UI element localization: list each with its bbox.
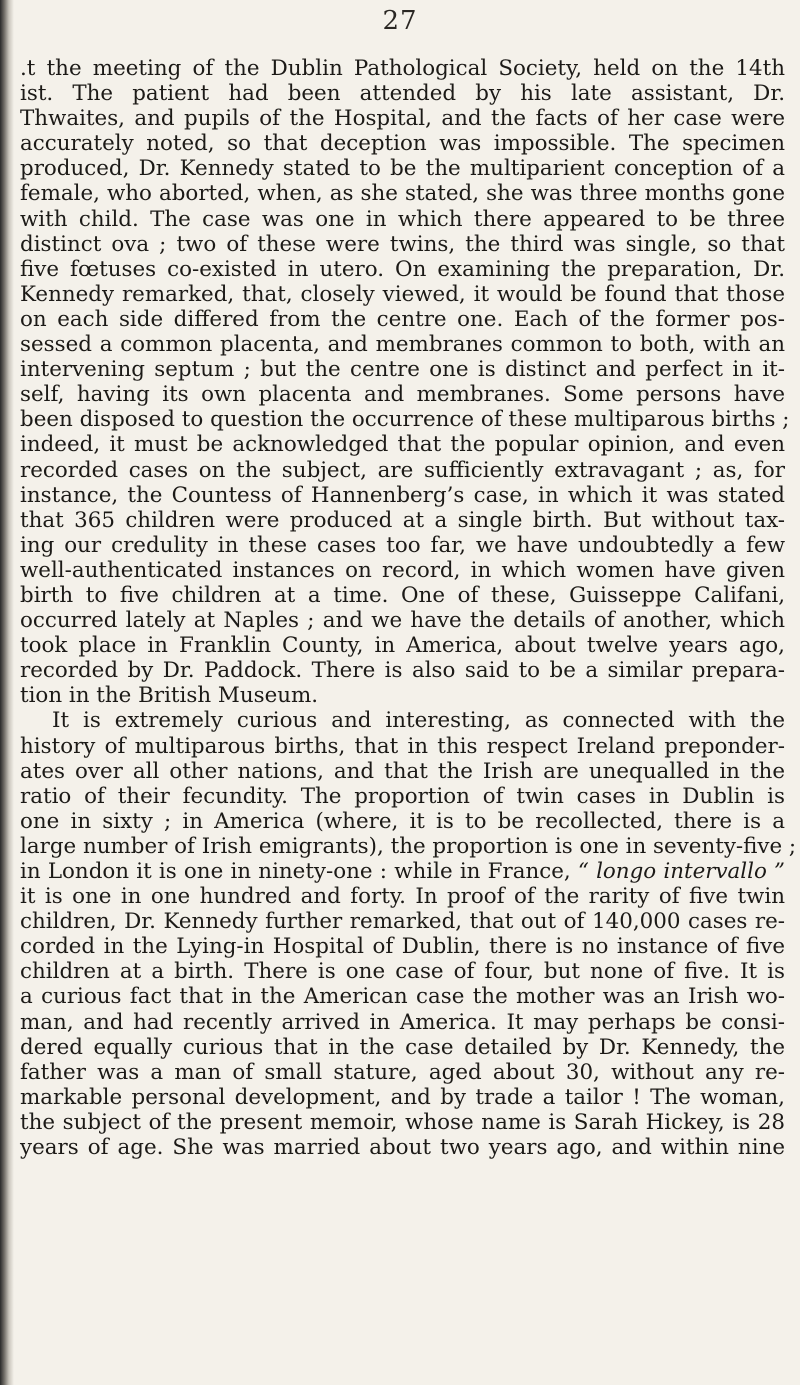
text-line: accurately noted, so that deception was impossible. The specimen [20,131,785,157]
paragraph-1 [20,56,790,709]
paragraph-2 [20,708,797,1161]
text-line: it is one in one hundred and forty. In proof of the rarity of five twin [20,884,785,910]
text-line: Kennedy remarked, that, closely viewed, it would be found that those [20,281,785,307]
text-line: intervening septum ; but the centre one is distinct and perfect in it- [20,357,785,383]
text-line: It is extremely curious and interesting, as connected with the [52,708,785,734]
text-line: indeed, it must be acknowledged that the popular opinion, and even [20,432,785,458]
text-line: years of age. She was married about two years ago, and within nine [20,1135,785,1161]
text-line: produced, Dr. Kennedy stated to be the multiparient conception of a [20,156,785,182]
italic-phrase: “ longo intervallo ” [577,859,785,884]
text-line: took place in Franklin County, in America, about twelve years ago, [20,633,785,659]
text-line: one in sixty ; in America (where, it is to be recollected, there is a [20,808,785,834]
text-line: been disposed to question the occurrence of these multiparous births ; [20,407,790,433]
text-line: large number of Irish emigrants), the proportion is one in seventy-five ; [20,833,797,859]
text-fragment: in London it is one in ninety-one : while in France, [20,859,578,884]
text-line: a curious fact that in the American case the mother was an Irish wo- [20,984,785,1010]
text-line: well-authenticated instances on record, in which women have given [20,557,785,583]
binding-shadow [0,0,14,1385]
text-line: children at a birth. There is one case of four, but none of five. It is [20,959,785,985]
text-line: five fœtuses co-existed in utero. On examining the preparation, Dr. [20,256,785,282]
text-line: birth to five children at a time. One of these, Guisseppe Califani, [20,582,785,608]
text-line: Thwaites, and pupils of the Hospital, and the facts of her case were [20,106,785,132]
text-line-with-italic [20,859,785,884]
text-line: children, Dr. Kennedy further remarked, that out of 140,000 cases re- [20,909,785,935]
text-line: tion in the British Museum. [20,683,319,709]
text-line: sessed a common placenta, and membranes common to both, with an [20,332,785,358]
text-line: occurred lately at Naples ; and we have the details of another, which [20,608,785,634]
text-line: on each side differed from the centre one. Each of the former pos- [20,306,785,332]
text-line: instance, the Countess of Hannenberg’s case, in which it was stated [20,482,785,508]
text-line: man, and had recently arrived in America. It may perhaps be consi- [20,1009,785,1035]
body-text [20,56,797,1161]
page-number: 27 [382,6,418,36]
text-line: recorded by Dr. Paddock. There is also said to be a similar prepara- [20,658,785,684]
text-line: markable personal development, and by trade a tailor ! The woman, [20,1084,785,1110]
text-line: ratio of their fecundity. The proportion of twin cases in Dublin is [20,783,785,809]
text-line: dered equally curious that in the case detailed by Dr. Kennedy, the [20,1034,785,1060]
text-line: ist. The patient had been attended by his late assistant, Dr. [20,81,785,107]
text-line: .t the meeting of the Dublin Pathological Society, held on the 14th [20,56,785,81]
text-line: history of multiparous births, that in this respect Ireland preponder- [20,733,785,759]
text-line: corded in the Lying-in Hospital of Dublin, there is no instance of five [20,934,785,960]
text-line: recorded cases on the subject, are sufficiently extravagant ; as, for [20,457,785,483]
text-line: ing our credulity in these cases too far, we have undoubtedly a few [20,532,785,558]
text-line: female, who aborted, when, as she stated, she was three months gone [20,181,785,207]
text-line: the subject of the present memoir, whose name is Sarah Hickey, is 28 [20,1109,785,1135]
text-line: self, having its own placenta and membranes. Some persons have [20,382,785,408]
text-line: distinct ova ; two of these were twins, the third was single, so that [20,231,785,257]
text-line: with child. The case was one in which there appeared to be three [20,206,785,232]
text-line: father was a man of small stature, aged about 30, without any re- [20,1059,785,1085]
text-line: that 365 children were produced at a single birth. But without tax- [20,507,785,533]
text-line: ates over all other nations, and that the Irish are unequalled in the [20,758,785,784]
